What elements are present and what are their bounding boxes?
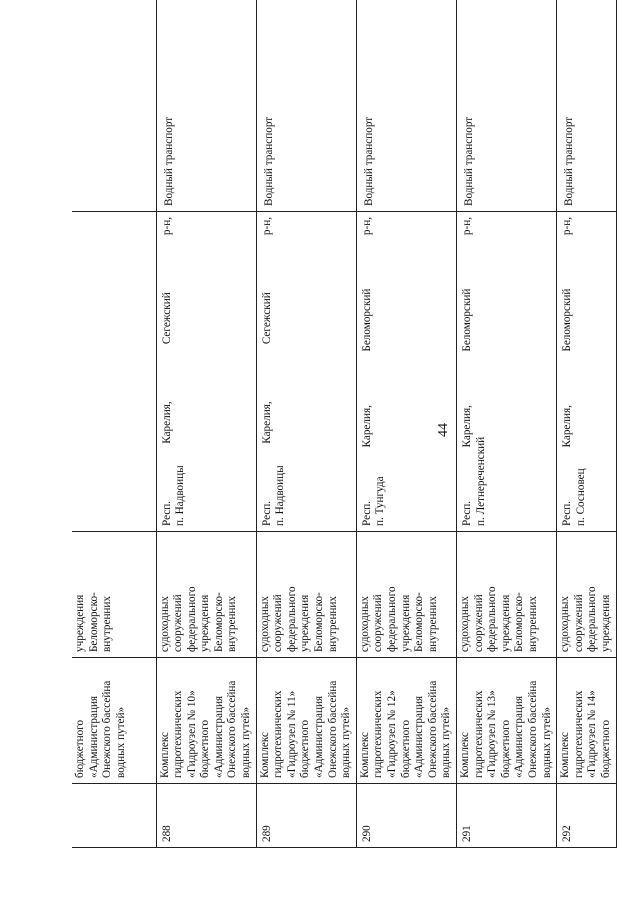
location-region: Респ. Карелия, Сегежский р-н, [160, 217, 173, 526]
object-name-cont: судоходных сооружений федерального учреждения Беломорско- внутренних [356, 532, 456, 658]
object-location [557, 212, 616, 532]
table-row [356, 0, 456, 848]
object-type: Водный транспорт [156, 0, 256, 212]
object-name: Комплекс гидротехнических «Гидроузел № 11» бюджетного «Администрация Онежского бассейна водных путей» [256, 658, 356, 784]
object-type: Водный транспорт [256, 0, 356, 212]
location-region: Респ. Карелия, Сегежский р-н, [260, 217, 273, 526]
table-row [557, 0, 616, 848]
object-name: Комплекс гидротехнических «Гидроузел № 14» бюджетного [557, 658, 616, 784]
table-row [256, 0, 356, 848]
object-name: Комплекс гидротехнических «Гидроузел № 13» бюджетного «Администрация Онежского бассейна водных путей» [456, 658, 556, 784]
table-row [156, 0, 256, 848]
object-name-cont: судоходных сооружений федерального учреждения Беломорско- внутренних [156, 532, 256, 658]
row-number: 288 [156, 784, 256, 848]
object-type [72, 0, 156, 212]
table-row [456, 0, 556, 848]
object-name: Комплекс гидротехнических «Гидроузел № 10» бюджетного «Администрация Онежского бассейна водных путей» [156, 658, 256, 784]
object-type: Водный транспорт [356, 0, 456, 212]
object-location [356, 212, 456, 532]
row-number: 292 [557, 784, 616, 848]
objects-table-wrapper [72, 58, 612, 848]
location-region: Респ. Карелия, Беломорский р-н, [460, 217, 473, 526]
object-name-cont: судоходных сооружений федерального учреждения [557, 532, 616, 658]
object-name: бюджетного «Администрация Онежского бассейна водных путей» [72, 658, 156, 784]
objects-table [72, 0, 617, 848]
object-location [456, 212, 556, 532]
row-number: 290 [356, 784, 456, 848]
object-location [72, 212, 156, 532]
object-name: Комплекс гидротехнических «Гидроузел № 12» бюджетного «Администрация Онежского бассейна водных путей» [356, 658, 456, 784]
location-settlement: п. Надвоицы [174, 465, 187, 526]
location-settlement: п. Тунгуда [374, 476, 387, 526]
row-number [72, 784, 156, 848]
object-location [156, 212, 256, 532]
location-region: Респ. Карелия, Беломорский р-н, [561, 217, 574, 526]
location-settlement: п. Надвоицы [274, 465, 287, 526]
table-row [72, 0, 156, 848]
object-name-cont: судоходных сооружений федерального учреждения Беломорско- внутренних [456, 532, 556, 658]
object-name-cont: учреждения Беломорско- внутренних [72, 532, 156, 658]
object-type: Водный транспорт [557, 0, 616, 212]
row-number: 289 [256, 784, 356, 848]
location-settlement: п. Летнереченский [474, 436, 487, 526]
object-type: Водный транспорт [456, 0, 556, 212]
object-name-cont: судоходных сооружений федерального учреждения Беломорско- внутренних [256, 532, 356, 658]
row-number: 291 [456, 784, 556, 848]
location-region: Респ. Карелия, Беломорский р-н, [360, 217, 373, 526]
location-settlement: п. Сосновец [574, 468, 587, 526]
object-location [256, 212, 356, 532]
page-number: 44 [436, 423, 451, 437]
